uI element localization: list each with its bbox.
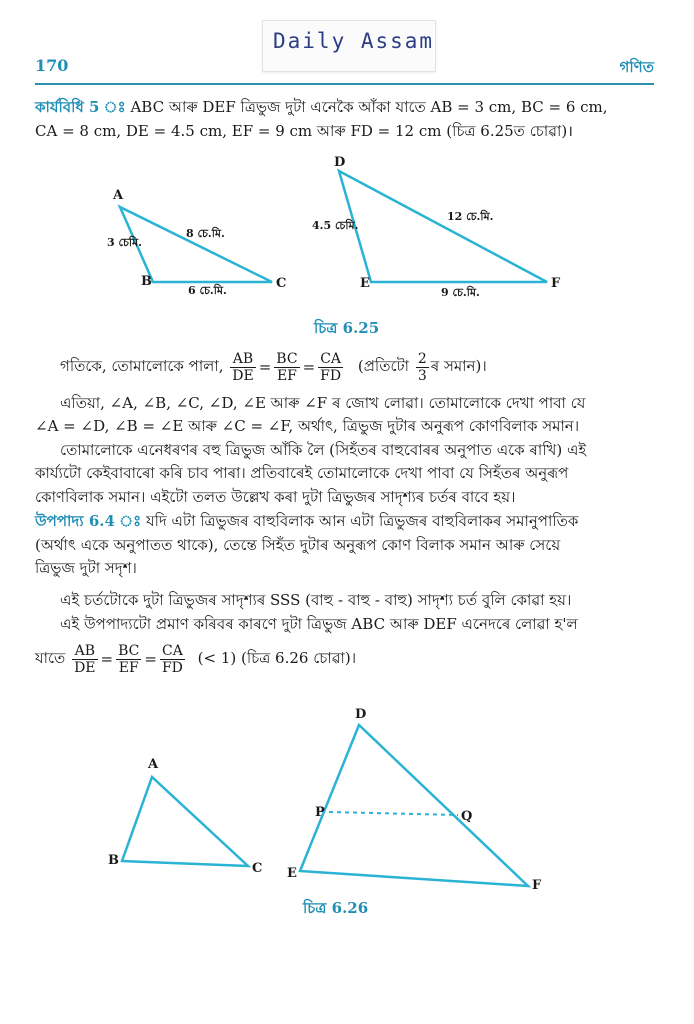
length-fd-label: 12 চে.মি. <box>447 210 494 223</box>
fraction-denominator: FD <box>320 367 342 384</box>
triangle-abc-626 <box>108 757 262 876</box>
equals-sign: = <box>144 650 157 668</box>
vertex-f-label-626: F <box>532 878 542 893</box>
subject-title: গণিত <box>619 58 654 76</box>
ratio-prefix: গতিকে, তোমালোকে পালা, <box>60 357 224 375</box>
vertex-b-label: B <box>141 274 152 289</box>
fraction-ca-fd-2 <box>160 643 185 676</box>
paragraph2-line-1: তোমালোকে এনেধৰণৰ বহু ত্ৰিভুজ আঁকি লৈ (সিহঁতৰ বাহুবোৰৰ অনুপাত একে ৰাখি) এই <box>60 441 587 459</box>
vertex-e-label-626: E <box>287 866 297 881</box>
triangle-def-625 <box>312 155 561 299</box>
length-de-label: 4.5 চেমি. <box>312 219 359 232</box>
fraction-denominator: DE <box>74 659 96 676</box>
activity-text-1: ABC আৰু DEF ত্ৰিভুজ দুটা এনেকৈ আঁকা যাতে AB = 3 cm, BC = 6 cm, <box>130 98 608 116</box>
fraction-denominator: EF <box>118 659 139 676</box>
segment-pq-dashed <box>329 812 458 815</box>
paragraph2-line-3: কোণবিলাক সমান। এইটো তলত উল্লেখ কৰা দুটা ত্ৰিভুজৰ সাদৃশ্যৰ চৰ্তৰ বাবে হয়। <box>35 488 516 506</box>
paragraph3-line-1: এই চৰ্তটোকে দুটা ত্ৰিভুজৰ সাদৃশ্যৰ SSS (বাহু - বাহু - বাহু) সাদৃশ্য চৰ্ত বুলি কোৱা হয়। <box>60 591 572 609</box>
ratio2-prefix: যাতে <box>35 649 66 667</box>
equals-sign: = <box>258 358 272 376</box>
activity-label: কাৰ্যবিধি 5 ঃ <box>35 98 126 116</box>
triangle-abc-625 <box>107 188 286 297</box>
paragraph1-line-2: ∠A = ∠D, ∠B = ∠E আৰু ∠C = ∠F, অৰ্থাৎ, ত্ৰিভুজ দুটাৰ অনুৰূপ কোণবিলাক সমান। <box>35 417 580 435</box>
point-q-label: Q <box>461 809 473 824</box>
length-ab-label: 3 চেমি. <box>107 236 142 249</box>
fraction-numerator: BC <box>118 642 140 659</box>
fraction-bc-ef-2 <box>116 643 141 676</box>
vertex-e-label: E <box>360 276 370 291</box>
triangle-def-shape <box>339 171 547 282</box>
equals-sign: = <box>100 650 114 668</box>
fraction-numerator: AB <box>230 351 255 368</box>
vertex-d-label: D <box>334 155 346 170</box>
vertex-c-label: C <box>276 276 287 291</box>
paragraph3-line-2: এই উপপাদ্যটো প্ৰমাণ কৰিবৰ কাৰণে দুটা ত্ৰিভুজ ABC আৰু DEF এনেদৰে লোৱা হ'ল <box>60 615 578 633</box>
page-number: 170 <box>35 56 69 75</box>
vertex-d-label-626: D <box>355 707 367 722</box>
triangle-def-626 <box>287 707 542 893</box>
length-bc-label: 6 চে.মি. <box>188 284 227 297</box>
vertex-b-label-626: B <box>108 853 119 868</box>
large-triangle-shape <box>300 725 528 886</box>
fraction-numerator: CA <box>160 643 185 660</box>
vertex-f-label: F <box>551 276 561 291</box>
fraction-ab-de-2 <box>72 643 97 676</box>
theorem-line-1 <box>35 510 578 532</box>
length-ca-label: 8 চে.মি. <box>186 227 225 240</box>
ratio-line-2 <box>35 636 356 680</box>
ratio2-suffix: (< 1) (চিত্ৰ 6.26 চোৱা)। <box>197 649 357 667</box>
ratio-suffix: ৰ সমান)। <box>430 357 487 375</box>
fraction-denominator: DE <box>232 367 254 384</box>
fraction-numerator: AB <box>72 643 97 660</box>
fraction-denominator: EF <box>276 367 297 384</box>
point-p-label: P <box>315 805 325 820</box>
length-ef-label: 9 চে.মি. <box>441 286 480 299</box>
fraction-bc-ef <box>274 351 299 384</box>
fraction-two-thirds <box>416 351 429 384</box>
small-triangle-shape <box>122 777 248 866</box>
paragraph2-line-2: কাৰ্য্যটো কেইবাবাৰো কৰি চাব পাৰা। প্ৰতিবাৰেই তোমালোকে দেখা পাবা যে সিহঁতৰ অনুৰূপ <box>35 464 569 482</box>
vertex-a-label-626: A <box>148 757 159 772</box>
theorem-line-2: (অৰ্থাৎ একে অনুপাতত থাকে), তেন্তে সিহঁত দুটাৰ অনুৰূপ কোণ বিলাক সমান আৰু সেয়ে <box>35 536 561 554</box>
fraction-numerator: BC <box>276 350 298 367</box>
fraction-denominator: FD <box>161 659 183 676</box>
vertex-c-label-626: C <box>252 861 263 876</box>
theorem-text-1: যদি এটা ত্ৰিভুজৰ বাহুবিলাক আন এটা ত্ৰিভুজৰ বাহুবিলাকৰ সমানুপাতিক <box>145 512 579 530</box>
fraction-denominator: 3 <box>417 367 427 384</box>
theorem-label: উপপাদ্য 6.4 ঃ <box>35 512 142 530</box>
watermark-text: Daily Assam <box>273 29 435 53</box>
theorem-line-3: ত্ৰিভুজ দুটা সদৃশ। <box>35 559 137 577</box>
fraction-numerator: 2 <box>417 350 427 367</box>
fraction-ab-de <box>230 351 255 384</box>
ratio-mid: (প্ৰতিটো <box>357 357 410 375</box>
activity-line-2: CA = 8 cm, DE = 4.5 cm, EF = 9 cm আৰু FD = 12 cm (চিত্ৰ 6.25ত চোৱা)। <box>35 122 573 140</box>
paragraph1-line-1: এতিয়া, ∠A, ∠B, ∠C, ∠D, ∠E আৰু ∠F ৰ জোখ লোৱা। তোমালোকে দেখা পাবা যে <box>60 394 586 412</box>
fraction-ca-fd <box>318 351 343 384</box>
triangle-abc-shape <box>120 207 272 282</box>
figure-626-caption: চিত্ৰ 6.26 <box>303 899 369 917</box>
figure-625-caption: চিত্ৰ 6.25 <box>314 319 380 337</box>
equals-sign: = <box>302 358 316 376</box>
vertex-a-label: A <box>113 188 124 203</box>
fraction-numerator: CA <box>318 351 343 368</box>
ratio-line <box>60 344 487 388</box>
